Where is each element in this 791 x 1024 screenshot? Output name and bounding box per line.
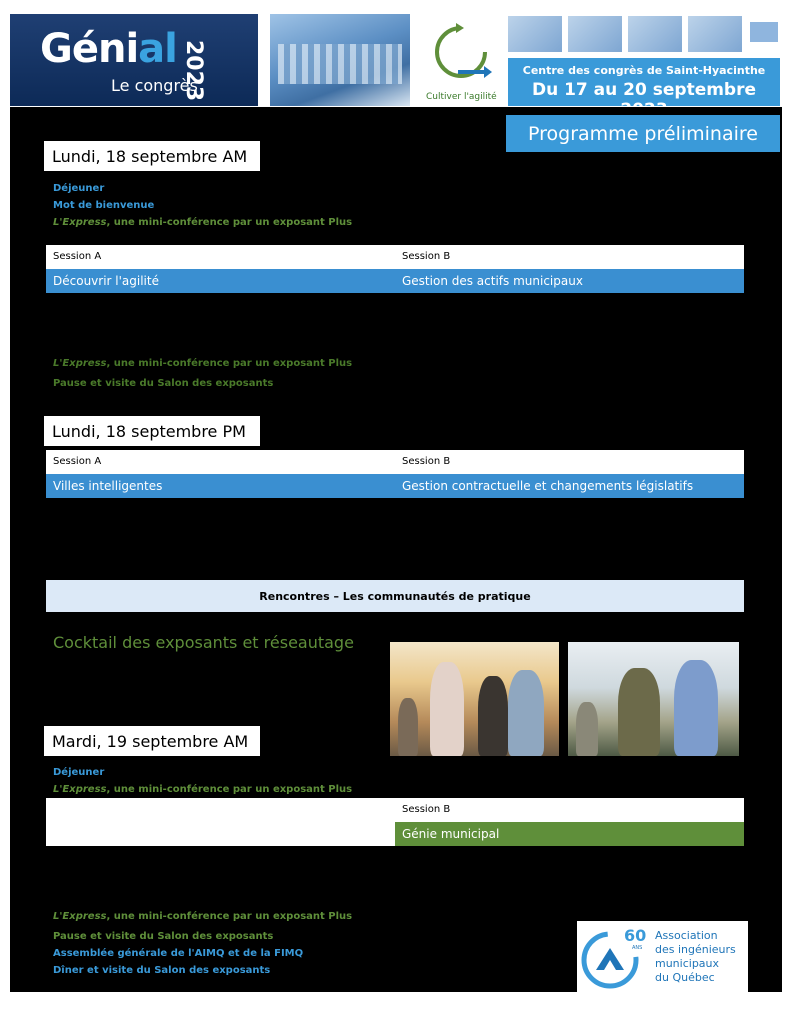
session-b-label: Session B <box>402 456 451 467</box>
session-a-empty <box>46 798 395 846</box>
session-header-row <box>46 450 744 474</box>
header-thumbnail <box>750 22 778 42</box>
session-b-label: Session B <box>402 804 451 815</box>
agenda-item: Dîner et visite du Salon des exposants <box>53 965 271 976</box>
logo-year: 2023 <box>181 40 206 102</box>
venue-name: Centre des congrès de Saint-Hyacinthe <box>522 64 766 77</box>
agenda-item: Assemblée générale de l'AIMQ et de la FIMQ <box>53 948 304 959</box>
session-b-track: Gestion contractuelle et changements législatifs <box>402 479 694 493</box>
day-heading-tuesday-am: Mardi, 19 septembre AM <box>44 726 260 756</box>
day-heading-monday-pm: Lundi, 18 septembre PM <box>44 416 260 446</box>
session-b-track: Génie municipal <box>402 827 500 841</box>
session-header-row <box>395 798 744 822</box>
header-thumbnail <box>568 16 622 52</box>
session-track-row <box>46 474 744 498</box>
agenda-item: L'Express, une mini-conférence par un exposant Plus <box>53 358 353 369</box>
agenda-item: Déjeuner <box>53 183 105 194</box>
agenda-item: Pause et visite du Salon des exposants <box>53 931 274 942</box>
svg-text:ANS: ANS <box>632 945 643 951</box>
header-thumbnail <box>508 16 562 52</box>
session-b-track: Gestion des actifs municipaux <box>402 274 583 288</box>
agenda-item: L'Express, une mini-conférence par un exposant Plus <box>53 784 353 795</box>
agenda-item: Mot de bienvenue <box>53 200 155 211</box>
agility-cycle-icon <box>428 20 494 86</box>
agenda-item: Déjeuner <box>53 767 105 778</box>
event-dates: Du 17 au 20 septembre <box>531 80 757 100</box>
session-a-label: Session A <box>53 251 102 262</box>
agenda-item: Pause et visite du Salon des exposants <box>53 378 274 389</box>
header-thumbnail <box>628 16 682 52</box>
program-title: Programme préliminaire <box>506 115 780 152</box>
session-a-track: Découvrir l'agilité <box>53 274 159 288</box>
venue-photo <box>270 14 410 106</box>
logo-wordmark: Génial <box>40 26 177 72</box>
logo-subtitle: Le congrès <box>111 76 198 95</box>
session-a-label: Session A <box>53 456 102 467</box>
aimq-name: Association des ingénieurs municipaux du Québec <box>655 929 736 984</box>
cocktail-photo <box>568 642 739 756</box>
session-header-row <box>46 245 744 269</box>
session-track-row <box>395 822 744 846</box>
cocktail-heading: Cocktail des exposants et réseautage <box>53 633 354 652</box>
session-a-track: Villes intelligentes <box>53 479 163 493</box>
rencontres-banner: Rencontres – Les communautés de pratique <box>46 580 744 612</box>
agenda-item: L'Express, une mini-conférence par un exposant Plus <box>53 217 353 228</box>
session-b-label: Session B <box>402 251 451 262</box>
svg-text:60: 60 <box>624 926 647 945</box>
aimq-emblem-icon <box>580 924 650 990</box>
agility-label: Cultiver l'agilité <box>426 92 497 102</box>
program-panel <box>10 107 782 992</box>
agenda-item: L'Express, une mini-conférence par un exposant Plus <box>53 911 353 922</box>
session-track-row <box>46 269 744 293</box>
day-heading-monday-am: Lundi, 18 septembre AM <box>44 141 260 171</box>
header-thumbnail <box>688 16 742 52</box>
cocktail-photo <box>390 642 559 756</box>
